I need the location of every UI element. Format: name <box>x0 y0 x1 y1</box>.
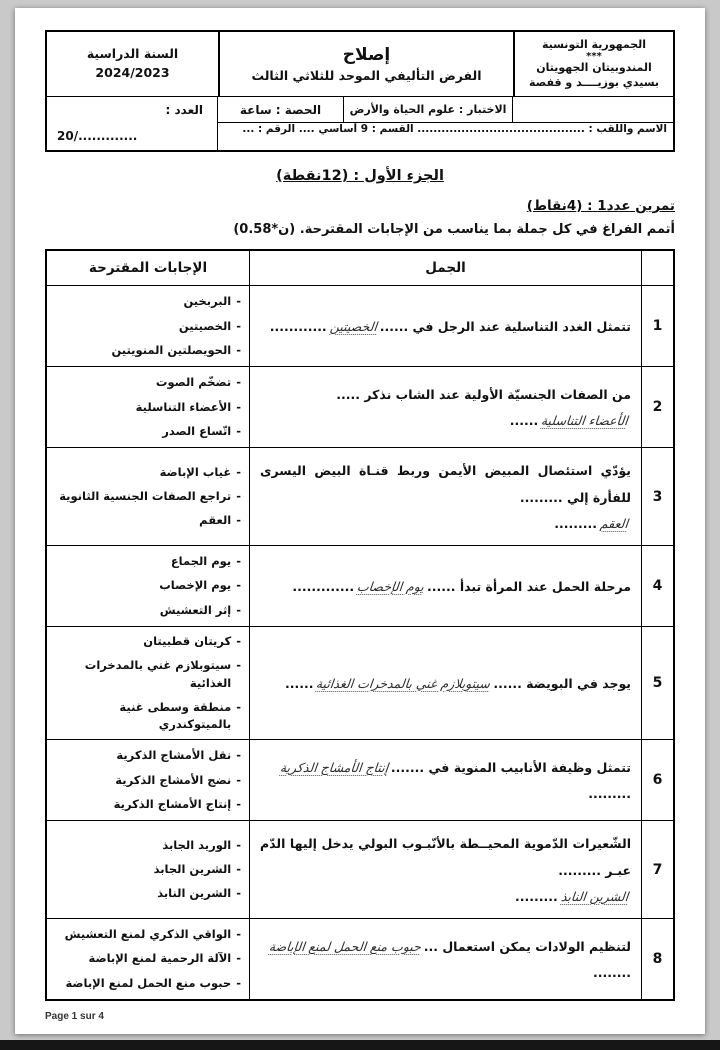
subject-label: الاختبار : علوم الحياة والأرض <box>349 103 507 116</box>
option-label: الشرين الجابذ <box>153 862 232 877</box>
dash-marker-icon: - <box>236 294 241 309</box>
dash-marker-icon: - <box>236 658 241 673</box>
table-row <box>47 366 673 447</box>
handwritten-answer: الخصيتين <box>328 319 378 335</box>
grade-label: العدد : <box>165 102 203 117</box>
dash-marker-icon: - <box>236 578 241 593</box>
row-number: 5 <box>641 627 673 739</box>
option-item <box>51 553 241 570</box>
table-row <box>47 820 673 918</box>
option-item <box>51 399 241 416</box>
exam-page <box>15 8 705 1034</box>
school-year-value: 2024/2023 <box>95 65 170 80</box>
row-number: 2 <box>641 367 673 447</box>
option-label: اتّساع الصدر <box>162 423 232 438</box>
dash-marker-icon: - <box>236 699 241 714</box>
sentence-text: الشّعيرات الدّموية المحيــطة بالأنّبـوب البولي يدخل إليها الدّم عبـر ......... <box>255 836 631 878</box>
dash-marker-icon: - <box>236 464 241 479</box>
dash-marker-icon: - <box>236 423 241 438</box>
sentence-cell <box>249 286 641 366</box>
option-item <box>51 464 241 481</box>
col-answers-header: الإجابات المقترحة <box>88 260 208 277</box>
exercise1-instruction <box>45 222 675 237</box>
option-label: تضخّم الصوت <box>155 375 232 390</box>
option-item <box>51 488 241 505</box>
name-class-line: الاسم واللقب : .......................................... القسم : 9 أساسي .... الرقم : ... <box>242 123 667 135</box>
sentence-text: مرحلة الحمل عند المرأة تبدأ ...... <box>427 578 631 594</box>
sentence-cell <box>249 546 641 626</box>
option-item <box>51 657 241 692</box>
dash-marker-icon: - <box>236 862 241 877</box>
dash-marker-icon: - <box>236 513 241 528</box>
instruction-text: أتمم الفراغ في كل جملة بما يناسب من الإجابات المقترحة. <box>299 222 675 237</box>
option-label: يوم الجماع <box>170 554 232 569</box>
instruction-points: (0.5ن*8) <box>233 222 296 237</box>
dash-marker-icon: - <box>236 975 241 990</box>
header-table <box>45 30 675 152</box>
name-class-cell <box>218 122 673 150</box>
option-item <box>51 512 241 529</box>
sentence-cell <box>249 821 641 918</box>
option-item <box>51 602 241 619</box>
dash-marker-icon: - <box>236 602 241 617</box>
row-number: 6 <box>641 740 673 820</box>
dash-marker-icon: - <box>236 342 241 357</box>
option-label: يوم الإخصاب <box>159 578 232 593</box>
row-number: 4 <box>641 546 673 626</box>
option-item <box>51 374 241 391</box>
table-row <box>47 545 673 626</box>
handwritten-answer: الأعضاء التناسلية <box>540 413 629 429</box>
option-item <box>51 633 241 650</box>
exam-title: الفرض التأليفي الموحد للثلاثي الثالث <box>251 68 482 83</box>
options-cell <box>47 740 249 820</box>
option-label: الواقي الذكري لمنع التعشيش <box>64 927 232 942</box>
dash-marker-icon: - <box>236 796 241 811</box>
option-item <box>51 747 241 764</box>
school-year-label: السنة الدراسية <box>86 46 179 62</box>
option-item <box>51 342 241 359</box>
page-footer <box>45 1001 675 1022</box>
sentence-text: من الصفات الجنسيّة الأولية عند الشاب نذكر ..... <box>336 387 631 403</box>
sentence-trailing-dots: ......... <box>554 515 598 531</box>
table-row <box>47 626 673 739</box>
dash-marker-icon: - <box>236 634 241 649</box>
col-sentences-header: الجمل <box>249 251 641 285</box>
options-cell <box>47 627 249 739</box>
col-number-header <box>641 251 673 285</box>
header-republic-cell <box>513 32 673 96</box>
option-item <box>51 423 241 440</box>
table-row <box>47 918 673 999</box>
part1-title: الجزء الأول : (12نقطة) <box>276 168 444 184</box>
option-item <box>51 950 241 967</box>
dash-marker-icon: - <box>236 489 241 504</box>
dash-marker-icon: - <box>236 772 241 787</box>
option-label: غياب الإباضة <box>159 464 232 479</box>
row-number: 8 <box>641 919 673 999</box>
page-number-label: Page 1 sur 4 <box>45 1011 104 1023</box>
dash-marker-icon: - <box>236 748 241 763</box>
dash-marker-icon: - <box>236 399 241 414</box>
options-cell <box>47 546 249 626</box>
handwritten-answer: إنتاج الأمشاج الذكرية <box>278 760 389 776</box>
grade-value-cell <box>47 122 218 150</box>
stars-separator: *** <box>586 51 602 63</box>
republic-line1: الجمهورية التونسية <box>541 38 647 52</box>
option-label: حبوب منع الحمل لمنع الإباضة <box>65 975 232 990</box>
dash-marker-icon: - <box>236 554 241 569</box>
option-label: تراجع الصفات الجنسية الثانوية <box>59 489 232 504</box>
option-item <box>51 318 241 335</box>
row-number: 1 <box>641 286 673 366</box>
table-row <box>47 447 673 545</box>
handwritten-answer: سيتوبلازم غني بالمدخرات الغذائية <box>315 676 492 692</box>
sentence-trailing-dots: ...... <box>509 413 539 429</box>
grade-value: 20/............. <box>57 129 138 143</box>
republic-line3: بسيدي بوزيــــد و قفصة <box>528 75 660 89</box>
option-label: إثر التعشيش <box>159 602 232 617</box>
option-item <box>51 885 241 902</box>
option-label: الأعضاء التناسلية <box>135 399 232 414</box>
option-item <box>51 975 241 992</box>
header-year-cell <box>47 32 218 96</box>
option-label: العقم <box>199 513 232 528</box>
sentence-text: تتمثل الغدد التناسلية عند الرجل في ...... <box>379 319 631 335</box>
exercise1-title: تمرين عدد1 : (4نقاط) <box>526 198 675 214</box>
option-item <box>51 796 241 813</box>
handwritten-answer: العقم <box>599 515 629 531</box>
dash-marker-icon: - <box>236 837 241 852</box>
table-body <box>47 285 673 999</box>
table-header-row <box>47 251 673 285</box>
option-label: إنتاج الأمشاج الذكرية <box>113 796 232 811</box>
sentence-text: يوجد في البويضة ...... <box>493 676 631 692</box>
subject-cell <box>343 96 513 122</box>
sentence-text: تتمثل وظيفة الأنابيب المنوية في ....... <box>390 760 631 776</box>
sentence-trailing-dots: ............. <box>292 578 355 594</box>
table-row <box>47 739 673 820</box>
sentence-cell <box>249 448 641 545</box>
dash-marker-icon: - <box>236 927 241 942</box>
options-cell <box>47 821 249 918</box>
dash-marker-icon: - <box>236 375 241 390</box>
handwritten-answer: يوم الإخصاب <box>356 578 425 594</box>
sentence-cell <box>249 367 641 447</box>
option-label: الآلة الرحمية لمنع الإباضة <box>88 951 232 966</box>
options-cell <box>47 367 249 447</box>
option-label: الوريد الجابذ <box>162 837 232 852</box>
options-cell <box>47 286 249 366</box>
sentence-cell <box>249 627 641 739</box>
sentence-cell <box>249 919 641 999</box>
row-number: 3 <box>641 448 673 545</box>
handwritten-answer: حبوب منع الحمل لمنع الإباضة <box>268 938 422 954</box>
grade-label-cell <box>47 96 218 122</box>
option-item <box>51 926 241 943</box>
option-item <box>51 861 241 878</box>
dash-marker-icon: - <box>236 951 241 966</box>
sentence-trailing-dots: ......... <box>588 786 631 802</box>
options-cell <box>47 448 249 545</box>
option-item <box>51 577 241 594</box>
option-label: الخصيتين <box>178 318 232 333</box>
option-item <box>51 772 241 789</box>
option-label: نضج الأمشاج الذكرية <box>115 772 232 787</box>
exercise-table <box>45 249 675 1001</box>
duration-label: الحصة : ساعة <box>239 102 322 117</box>
option-label: منطقة وسطى غنية بالميتوكندري <box>119 699 232 732</box>
header-title-cell <box>218 32 513 96</box>
option-label: الشرين النابذ <box>157 886 232 901</box>
header-empty-cell <box>513 96 673 122</box>
bottom-dark-bar <box>0 1040 720 1050</box>
sentence-trailing-dots: ........ <box>593 965 631 981</box>
republic-line2: المندوبيتان الجهويتان <box>536 61 652 75</box>
sentence-trailing-dots: ............ <box>269 319 327 335</box>
option-item <box>51 699 241 734</box>
sentence-cell <box>249 740 641 820</box>
dash-marker-icon: - <box>236 886 241 901</box>
row-number: 7 <box>641 821 673 918</box>
sentence-trailing-dots: ...... <box>284 676 314 692</box>
option-label: سيتوبلازم غني بالمدخرات الغذائية <box>84 658 232 690</box>
option-label: كريتان قطبيتان <box>143 634 232 649</box>
sentence-text: يؤدّي استئصال المبيض الأيمن وربط قنـاة البيض اليسرى للفأرة إلي ......... <box>255 463 631 505</box>
option-label: نقل الأمشاج الذكرية <box>116 748 232 763</box>
correction-title: إصلاح <box>342 45 391 65</box>
sentence-text: لتنظيم الولادات يمكن استعمال ... <box>423 938 631 954</box>
options-cell <box>47 919 249 999</box>
sentence-trailing-dots: ......... <box>515 888 558 904</box>
table-row <box>47 285 673 366</box>
option-item <box>51 837 241 854</box>
dash-marker-icon: - <box>236 318 241 333</box>
option-item <box>51 293 241 310</box>
handwritten-answer: الشرين النابذ <box>560 888 629 904</box>
duration-cell <box>218 96 343 122</box>
option-label: الحويصلتين المنويتين <box>111 342 232 357</box>
option-label: البربخين <box>183 294 232 309</box>
